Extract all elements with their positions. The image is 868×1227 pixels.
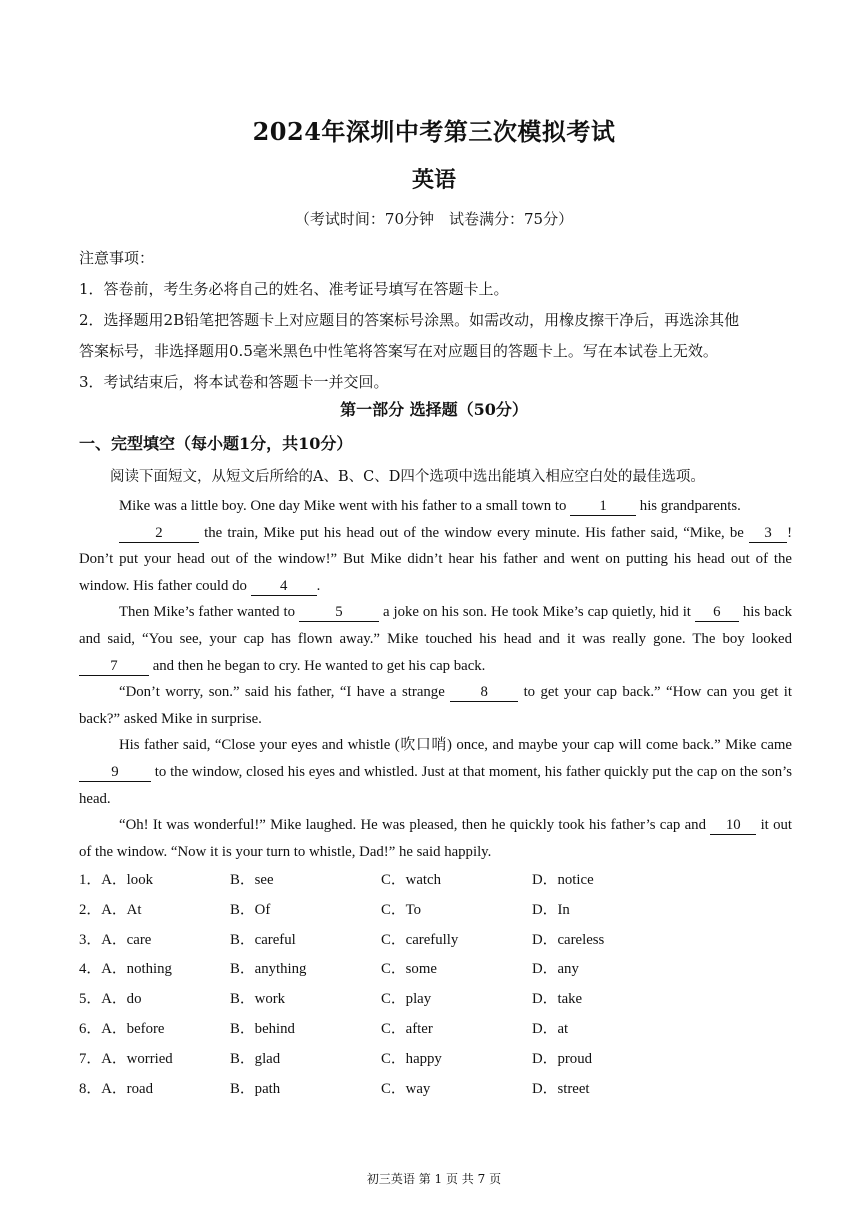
blank-10: 10 — [710, 817, 756, 835]
passage-text: the train, Mike put his head out of the window every minute. His father said, “Mike, be — [199, 524, 750, 541]
option-d: D．any — [532, 961, 579, 978]
option-d: D．street — [532, 1080, 590, 1097]
option-c: C．watch — [381, 872, 441, 888]
exam-info: （考试时间：70分钟 试卷满分：75分） — [294, 210, 574, 228]
question-row — [79, 928, 799, 958]
blank-1: 1 — [570, 498, 636, 516]
note-item: 答案标号，非选择题用0.5毫米黑色中性笔将答案写在对应题目的答题卡上。写在本试卷上无效。 — [79, 342, 718, 360]
option-b: B．work — [230, 991, 286, 1008]
option-a: 7．A．worried — [79, 1050, 173, 1067]
passage-text: ! Don’t put your head out of the window!” But Mike didn’t hear his father and went on putting his head out of the window. His father could do — [79, 524, 792, 594]
question-row — [79, 898, 799, 928]
blank-7: 7 — [79, 658, 149, 676]
note-item: 2．选择题用2B铅笔把答题卡上对应题目的答案标号涂黑。如需改动，用橡皮擦干净后，再选涂其他 — [79, 311, 740, 329]
option-c: C．To — [381, 901, 422, 918]
blank-8: 8 — [450, 684, 518, 702]
option-c: C．after — [381, 1020, 433, 1037]
passage-text: “Don’t worry, son.” said his father, “I have a strange — [119, 684, 451, 701]
note-item: 3．考试结束后，将本试卷和答题卡一并交回。 — [79, 373, 389, 391]
option-d: D．take — [532, 991, 583, 1008]
passage-text: and then he began to cry. He wanted to get his cap back. — [149, 657, 486, 674]
subject-title: 英语 — [411, 167, 456, 193]
cloze-passage — [79, 493, 792, 865]
blank-5: 5 — [299, 604, 379, 622]
passage-text: to the window, closed his eyes and whistled. Just at that moment, his father quickly put the cap on the son’s head. — [79, 763, 792, 807]
option-a: 8．A．road — [79, 1080, 153, 1097]
passage-paragraph — [79, 599, 792, 679]
option-c: C．carefully — [381, 931, 459, 948]
option-c: C．happy — [381, 1050, 442, 1067]
exam-title: 2024年深圳中考第三次模拟考试 — [252, 117, 616, 146]
question-row — [79, 1017, 799, 1047]
passage-paragraph — [79, 493, 792, 520]
section-title: 一、完型填空（每小题1分，共10分） — [79, 434, 353, 453]
option-b: B．glad — [230, 1050, 281, 1067]
passage-text: “Oh! It was wonderful!” Mike laughed. He was pleased, then he quickly took his father’s cap and — [119, 817, 711, 834]
option-d: D．notice — [532, 872, 594, 888]
option-a: 2．A．At — [79, 901, 142, 918]
option-c: C．way — [381, 1080, 431, 1097]
blank-4: 4 — [251, 578, 317, 596]
option-d: D．In — [532, 901, 570, 918]
blank-6: 6 — [695, 604, 739, 622]
passage-text: his back and said, “You see, your cap has flown away.” Mike touched his head and it was really gone. The boy looked — [79, 604, 792, 647]
passage-text: . — [316, 577, 321, 594]
option-a: 6．A．before — [79, 1020, 165, 1037]
question-row — [79, 1077, 799, 1107]
section-instruction: 阅读下面短文，从短文后所给的A、B、C、D四个选项中选出能填入相应空白处的最佳选项。 — [110, 469, 705, 485]
passage-text: His father said, “Close your eyes and whistle (吹口哨) once, and maybe your cap will come back.” Mike came — [119, 737, 792, 754]
passage-text: it out of the window. “Now it is your turn to whistle, Dad!” he said happily. — [79, 817, 793, 860]
question-row — [79, 1047, 799, 1077]
question-row — [79, 957, 799, 987]
part-title: 第一部分 选择题（50分） — [340, 400, 528, 419]
passage-paragraph — [79, 520, 792, 600]
passage-text: his grandparents. — [636, 498, 741, 514]
passage-paragraph — [79, 812, 792, 865]
notes-heading: 注意事项： — [79, 249, 155, 267]
option-a: 3．A．care — [79, 931, 152, 948]
option-c: C．play — [381, 991, 432, 1008]
passage-text: Then Mike’s father wanted to — [119, 604, 299, 621]
option-c: C．some — [381, 961, 437, 978]
passage-text: a joke on his son. He took Mike’s cap quietly, hid it — [379, 604, 695, 621]
blank-2: 2 — [119, 525, 199, 543]
option-b: B．careful — [230, 931, 296, 948]
option-d: D．at — [532, 1020, 569, 1037]
option-d: D．careless — [532, 931, 605, 948]
question-options — [79, 868, 799, 1106]
page-footer: 初三英语 第 1 页 共 7 页 — [366, 1172, 502, 1186]
option-a: 1．A．look — [79, 872, 153, 888]
passage-paragraph — [79, 679, 792, 732]
option-b: B．see — [230, 872, 274, 888]
option-b: B．behind — [230, 1020, 295, 1037]
passage-paragraph — [79, 732, 792, 812]
blank-3: 3 — [749, 525, 787, 543]
passage-text: Mike was a little boy. One day Mike went with his father to a small town to — [119, 498, 571, 514]
question-row — [79, 868, 799, 898]
option-b: B．Of — [230, 901, 271, 918]
option-b: B．anything — [230, 961, 307, 978]
option-d: D．proud — [532, 1050, 593, 1067]
blank-9: 9 — [79, 764, 151, 782]
question-row — [79, 987, 799, 1017]
option-b: B．path — [230, 1080, 281, 1097]
note-item: 1．答卷前，考生务必将自己的姓名、准考证号填写在答题卡上。 — [79, 280, 509, 298]
notes-section — [79, 243, 795, 398]
option-a: 4．A．nothing — [79, 961, 172, 978]
option-a: 5．A．do — [79, 991, 142, 1008]
passage-text: to get your cap back.” “How can you get it back?” asked Mike in surprise. — [79, 684, 792, 727]
